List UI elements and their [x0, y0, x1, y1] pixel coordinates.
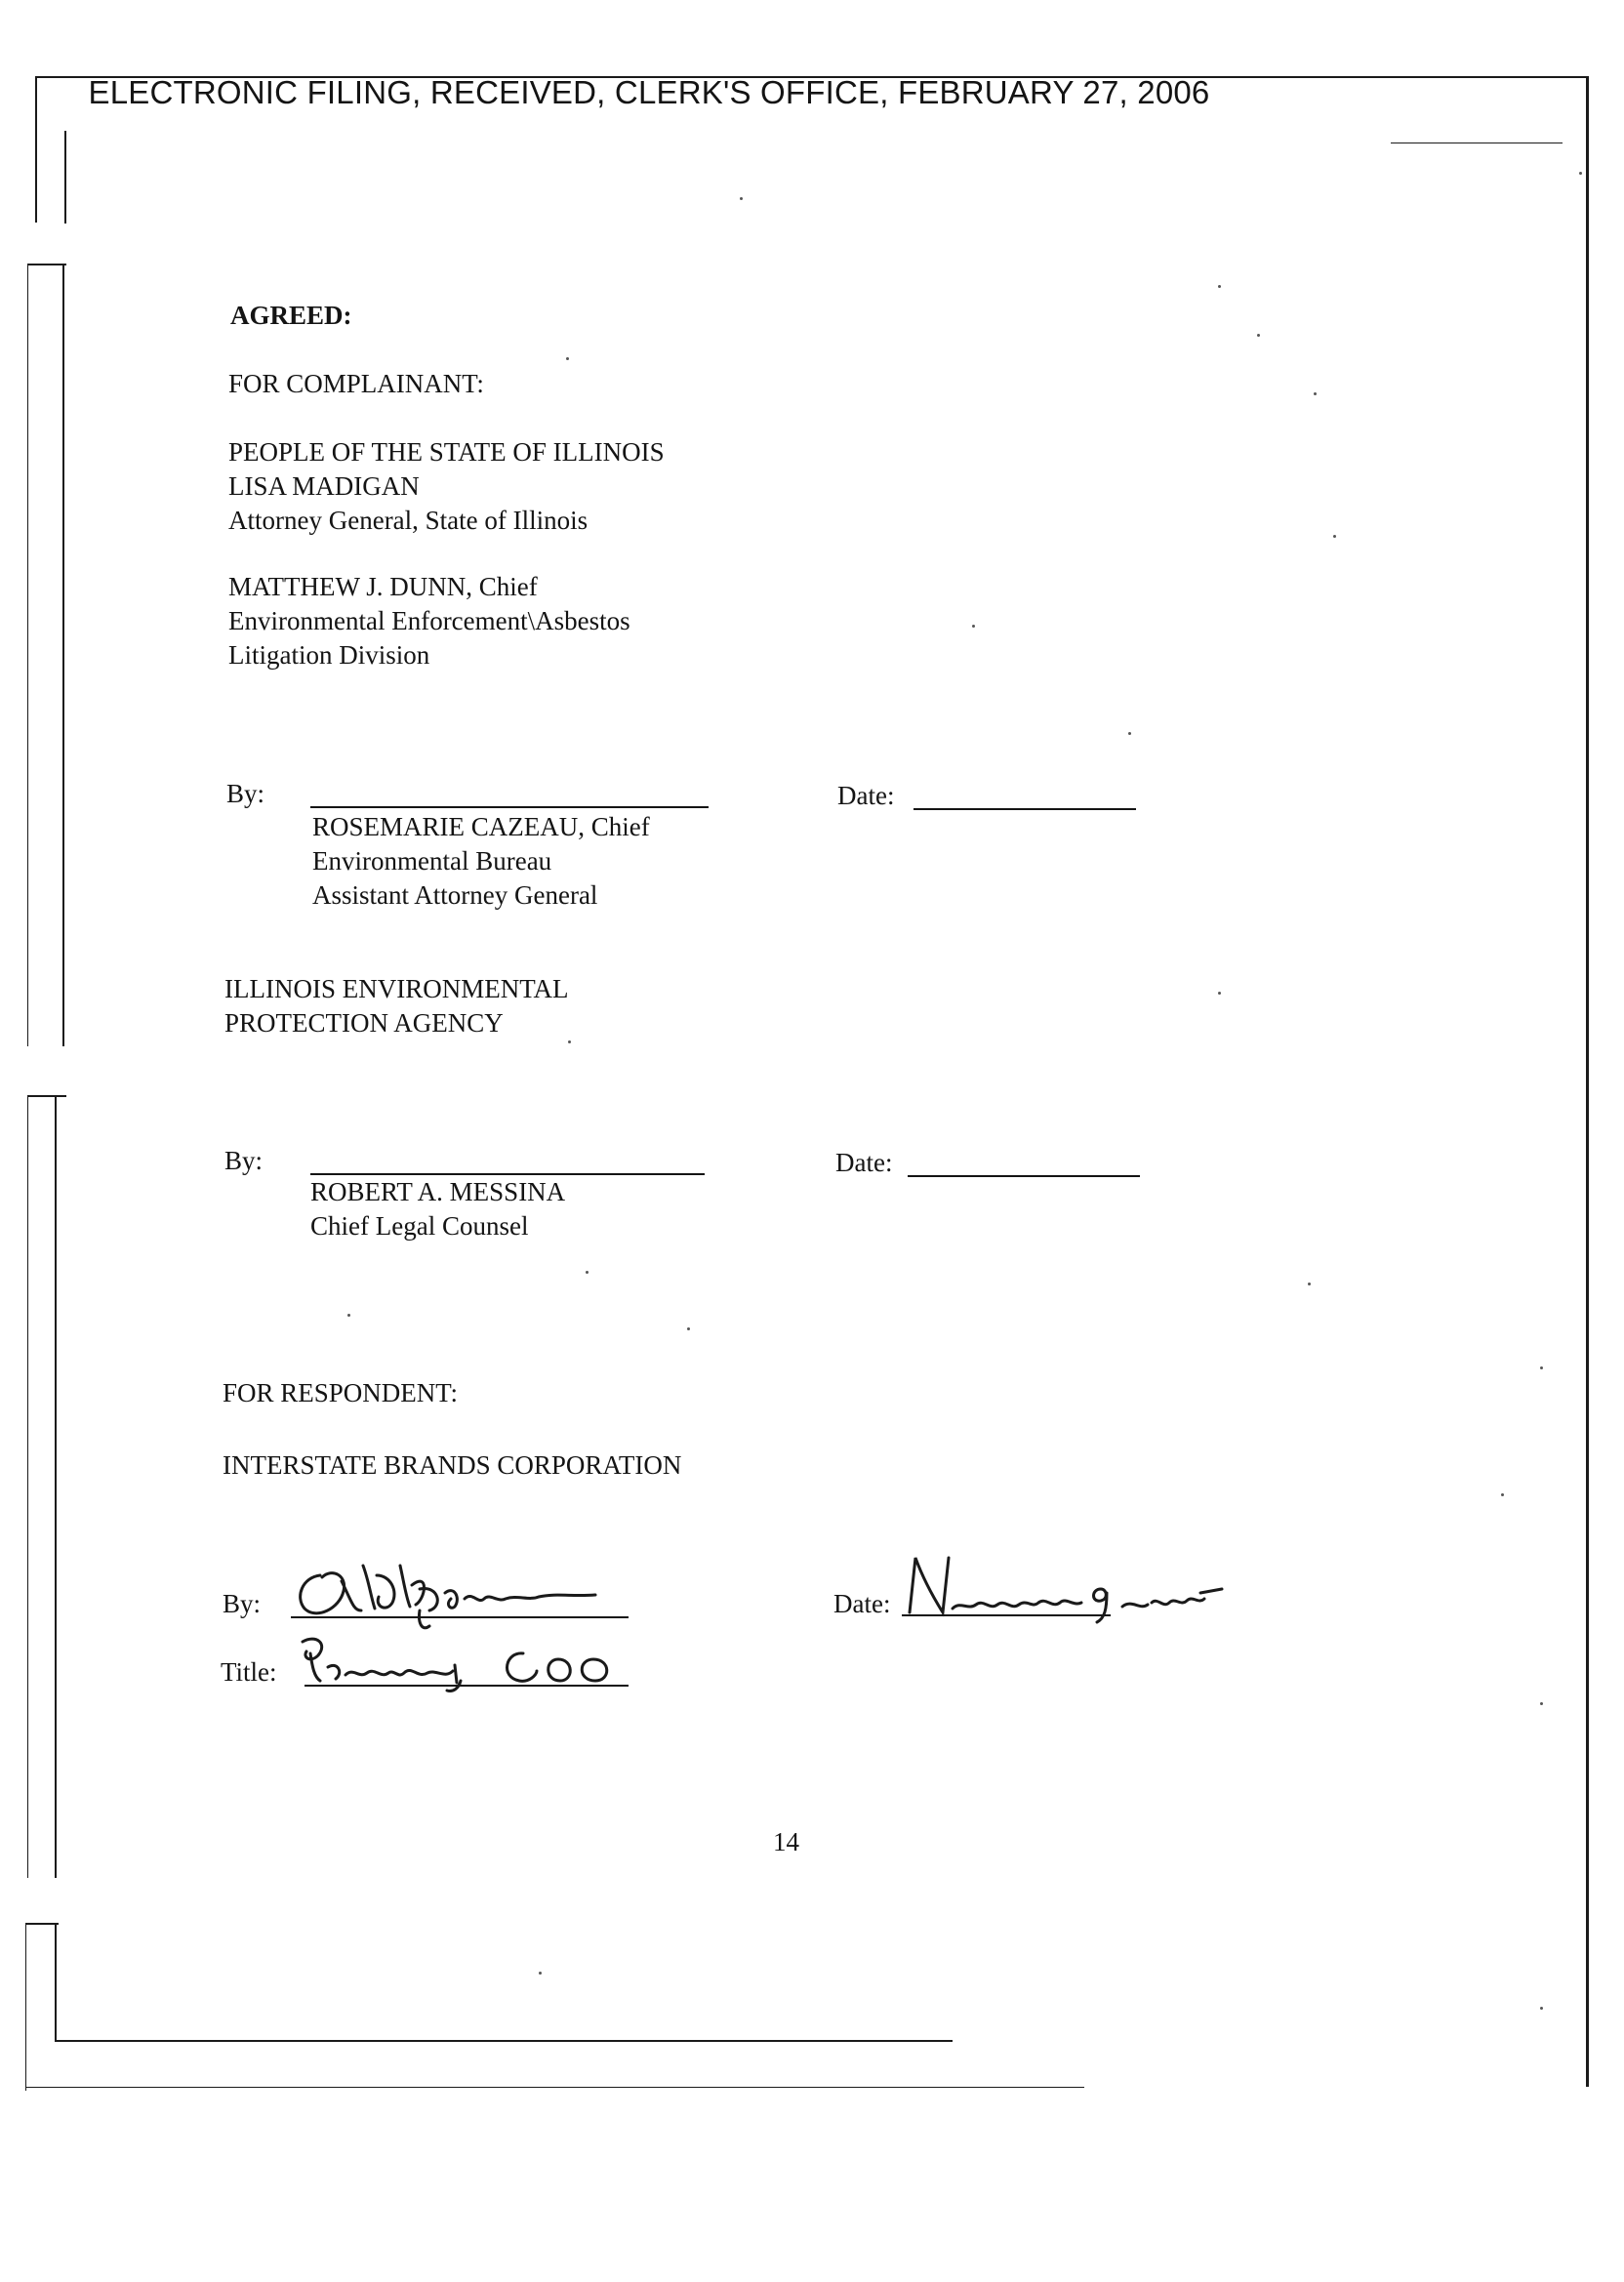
- complainant-chief-block: [228, 570, 630, 672]
- scan-speck: [1128, 732, 1131, 735]
- party-line: Attorney General, State of Illinois: [228, 506, 589, 535]
- scan-speck: [1308, 1283, 1311, 1285]
- scan-speck: [1540, 1366, 1543, 1369]
- agency-line: PROTECTION AGENCY: [224, 1008, 504, 1038]
- filing-header: ELECTRONIC FILING, RECEIVED, CLERK'S OFFICE, FEBRUARY 27, 2006: [88, 74, 1210, 110]
- scan-speck: [347, 1314, 350, 1317]
- chief-line: MATTHEW J. DUNN, Chief: [228, 572, 538, 601]
- complainant-party-block: [228, 435, 665, 538]
- scan-speck: [1257, 334, 1260, 337]
- scan-speck: [740, 197, 743, 200]
- scan-speck: [566, 357, 569, 360]
- complainant-date-label: Date:: [837, 781, 895, 810]
- scan-speck: [687, 1327, 690, 1330]
- scan-speck: [1501, 1493, 1504, 1496]
- frame-right-line: [1586, 76, 1589, 2087]
- frame-left-line-1: [64, 131, 66, 224]
- respondent-title-label: Title:: [221, 1657, 277, 1687]
- scan-speck: [1579, 172, 1582, 175]
- party-line: PEOPLE OF THE STATE OF ILLINOIS: [228, 437, 665, 467]
- frame-tick-2: [27, 1095, 66, 1097]
- agency-signer-block: [310, 1175, 565, 1243]
- frame-left-line-4b: [25, 1925, 26, 2091]
- frame-tick-3: [25, 1923, 59, 1925]
- respondent-date-label: Date:: [833, 1589, 891, 1618]
- frame-left-line-3: [55, 1097, 57, 1878]
- handwritten-title-image: [289, 1624, 640, 1702]
- page-number: 14: [773, 1827, 799, 1856]
- scan-speck: [1540, 1702, 1543, 1705]
- agency-by-label: By:: [224, 1146, 264, 1175]
- frame-bottom-line-inner: [55, 2040, 953, 2042]
- chief-line: Litigation Division: [228, 640, 430, 670]
- frame-left-line-4: [55, 1925, 57, 2040]
- frame-tick-1: [27, 264, 66, 265]
- agreed-heading: AGREED:: [230, 301, 352, 330]
- scan-speck: [1218, 285, 1221, 288]
- frame-left-line-3b: [27, 1097, 28, 1878]
- agency-date-line[interactable]: [908, 1175, 1140, 1177]
- frame-bottom-line-outer: [25, 2087, 1084, 2088]
- signer-line: ROSEMARIE CAZEAU, Chief: [312, 812, 650, 841]
- signer-line: Assistant Attorney General: [312, 880, 598, 910]
- signer-line: Environmental Bureau: [312, 846, 552, 876]
- scan-speck: [568, 1040, 571, 1043]
- complainant-signer-block: [312, 810, 650, 913]
- respondent-by-label: By:: [223, 1589, 262, 1618]
- complainant-date-line[interactable]: [914, 808, 1136, 810]
- handwritten-date-image: [890, 1550, 1241, 1638]
- agency-date-label: Date:: [835, 1148, 893, 1177]
- scan-speck: [1540, 2007, 1543, 2010]
- scan-speck: [1333, 535, 1336, 538]
- scan-speck: [539, 1972, 542, 1975]
- respondent-company: INTERSTATE BRANDS CORPORATION: [223, 1450, 682, 1480]
- scan-speck: [1314, 392, 1317, 395]
- signer-line: ROBERT A. MESSINA: [310, 1177, 566, 1206]
- scan-speck: [586, 1271, 589, 1274]
- agency-block: [224, 972, 569, 1040]
- chief-line: Environmental Enforcement\Asbestos: [228, 606, 630, 635]
- complainant-signature-line[interactable]: [310, 806, 709, 808]
- scan-speck: [1218, 992, 1221, 995]
- party-line: LISA MADIGAN: [228, 471, 420, 501]
- respondent-heading: FOR RESPONDENT:: [223, 1378, 458, 1407]
- frame-left-line-2: [62, 265, 64, 1046]
- agency-line: ILLINOIS ENVIRONMENTAL: [224, 974, 569, 1003]
- frame-left-line-2b: [27, 265, 28, 1046]
- scan-speck: [972, 625, 975, 628]
- complainant-heading: FOR COMPLAINANT:: [228, 369, 484, 398]
- complainant-by-label: By:: [226, 779, 265, 808]
- signer-line: Chief Legal Counsel: [310, 1211, 529, 1241]
